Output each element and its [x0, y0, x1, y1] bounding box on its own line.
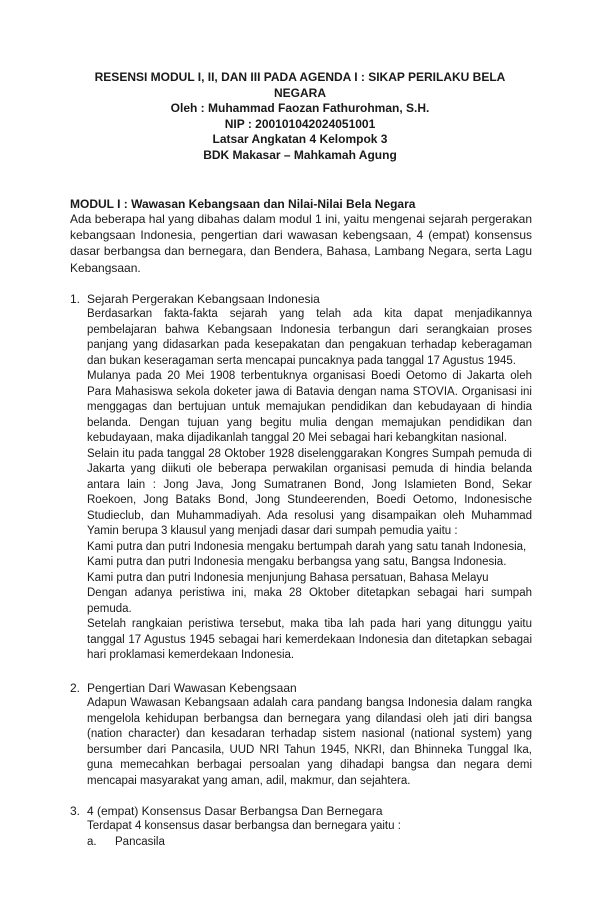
paragraph: Kami putra dan putri Indonesia mengaku bertumpah darah yang satu tanah Indonesia, [87, 540, 527, 553]
paragraph: Kami putra dan putri Indonesia menjunjung Bahasa persatuan, Bahasa Melayu [87, 571, 489, 584]
paragraph: Selain itu pada tanggal 28 Oktober 1928 diselenggarakan Kongres Sumpah pemuda di Jakarta yang diikuti ole beberapa perwakilan organisasi pemuda di hindia belanda antara lain : Jong Java, Jong Sumatranen Bond, Jong Islamieten Bond, Sekar Roekoen, Jong Bataks Bond, Jong Stundeerenden, Boedi Oetomo, Indonesische Studieclub, dan Muhammadiyah. Ada resolusi yang disampaikan oleh Muhammad Yamin berupa 3 klausul yang menjadi dasar dari sumpah pemudia yaitu : [87, 447, 532, 537]
section-number: 1. [70, 292, 81, 306]
nip-line: NIP : 200101042024051001 [224, 116, 376, 131]
section-1 [70, 291, 532, 664]
module-1-intro: Ada beberapa hal yang dibahas dalam modul 1 ini, yaitu mengenai sejarah pergerakan kebangsaan Indonesia, pengertian dari wawasan kebengsaan, 4 (empat) konsensus dasar berbangsa dan bernegara, dan Bendera, Bahasa, Lambang Negara, serta Lagu Kebangsaan. [70, 212, 532, 275]
paragraph: Berdasarkan fakta-fakta sejarah yang telah ada kita dapat menjadikannya pembelajaran bahwa Kebangsaan Indonesia terbangun dari serangkaian proses panjang yang didasarkan pada kesepakatan dan pengakuan terhadap keberagaman dan bukan keseragaman serta mencapai puncaknya pada tanggal 17 Agustus 1945. [87, 308, 532, 367]
paragraph: Mulanya pada 20 Mei 1908 terbentuknya organisasi Boedi Oetomo di Jakarta oleh Para Mahasiswa sekola doketer jawa di Batavia dengan nama STOVIA. Organisasi ini menggagas dan bertujuan untuk memajukan pendidikan dan kebudayaan di hindia belanda. Dengan tujuan yang begitu mulia dengan memajukan pendidikan dan kebudayaan, maka dijadikanlah tanggal 20 Mei sebagai hari kebangkitan nasional. [87, 370, 532, 444]
list-item [87, 835, 532, 851]
section-number: 2. [70, 681, 81, 695]
section-2 [70, 680, 532, 789]
paragraph: Dengan adanya peristiwa ini, maka 28 Oktober ditetapkan sebagai hari sumpah pemuda. [87, 587, 532, 615]
group-line: Latsar Angkatan 4 Kelompok 3 [212, 132, 388, 146]
section-heading-text: Pengertian Dari Wawasan Kebengsaan [87, 681, 297, 695]
section-heading-text: Sejarah Pergerakan Kebangsaan Indonesia [87, 292, 320, 306]
section-2-body [87, 696, 532, 789]
paragraph: Terdapat 4 konsensus dasar berbangsa dan bernegara yaitu : [87, 820, 401, 832]
section-3-heading [70, 803, 532, 819]
title-line-1: RESENSI MODUL I, II, DAN III PADA AGENDA I : SIKAP PERILAKU BELA [94, 70, 506, 84]
document-header [70, 70, 530, 163]
paragraph: Setelah rangkaian peristiwa tersebut, maka tiba lah pada hari yang ditunggu yaitu tanggal 17 Agustus 1945 sebagai hari kemerdekaan Indonesia dan ditetapkan sebagai hari proklamasi kemerdekaan Indonesia. [87, 618, 532, 661]
paragraph: Adapun Wawasan Kebangsaan adalah cara pandang bangsa Indonesia dalam rangka mengelola kehidupan berbangsa dan bernegara yang dilandasi oleh jati diri bangsa (nation character) dan kesadaran terhadap sistem nasional (national system) yang bersumber dari Pancasila, UUD NRI Tahun 1945, NKRI, dan Bhinneka Tunggal Ika, guna memecahkan berbagai persoalan yang dihadapi bangsa dan negara demi mencapai masyarakat yang aman, adil, makmur, dan sejahtera. [87, 697, 532, 787]
module-1-title: MODUL I : Wawasan Kebangsaan dan Nilai-Nilai Bela Negara [70, 197, 416, 211]
section-3-body [87, 819, 532, 835]
section-2-heading [70, 680, 532, 696]
section-3 [70, 803, 532, 850]
list-item-label: a. [87, 835, 97, 848]
author-line: Oleh : Muhammad Faozan Fathurohman, S.H. [170, 101, 430, 115]
section-1-heading [70, 291, 532, 307]
section-heading-text: 4 (empat) Konsensus Dasar Berbangsa Dan Bernegara [87, 804, 383, 818]
institution-line: BDK Makasar – Mahkamah Agung [203, 147, 397, 162]
section-1-body [87, 307, 532, 664]
title-line-2: NEGARA [273, 85, 326, 100]
paragraph: Kami putra dan putri Indonesia mengaku berbangsa yang satu, Bangsa Indonesia. [87, 556, 507, 568]
section-number: 3. [70, 804, 81, 818]
list-item-text: Pancasila [115, 835, 165, 848]
